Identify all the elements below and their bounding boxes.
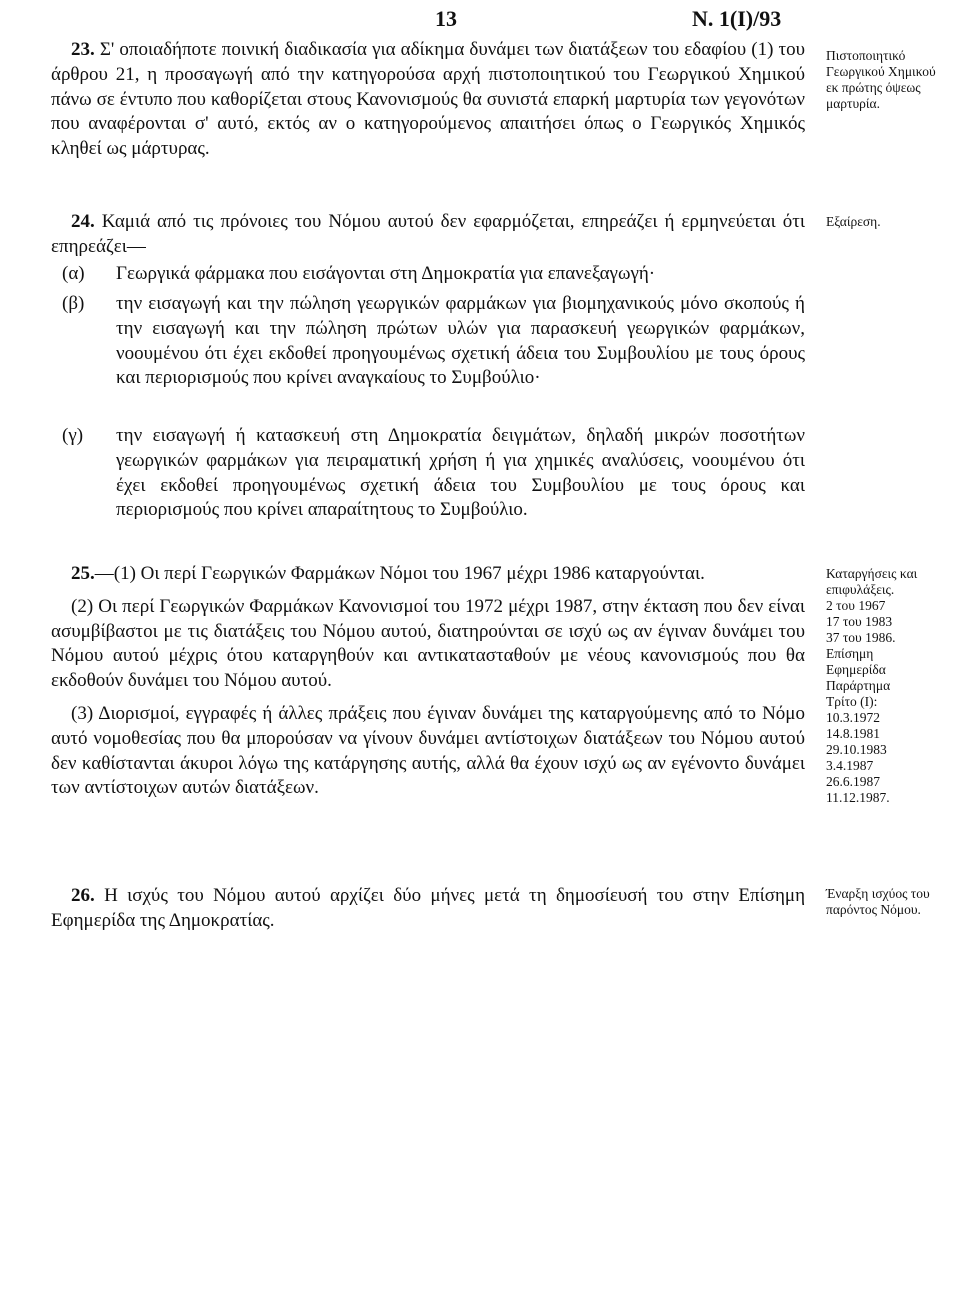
section-25 bbox=[51, 562, 805, 801]
section-25-number: 25. bbox=[71, 563, 95, 584]
section-23-text: Σ' οποιαδήποτε ποινική διαδικασία για αδίκημα δυνάμει των διατάξεων του εδαφίου (1) του άρθρου 21, η προσαγωγή από την κατηγορούσα αρχή πιστοποιητικού του Γεωργικού Χημικού πάνω σε έντυπο που καθορίζεται στους Κανονισμούς θα συνιστά επαρκή μαρτυρία των γεγονότων που αναφέρονται σ' αυτό, εκτός αν ο κατηγορούμενος απαιτήσει όπως ο Γεωργικός Χημικός κληθεί ως μάρτυρας. bbox=[51, 39, 806, 160]
section-25-p2: (2) Οι περί Γεωργικών Φαρμάκων Κανονισμοί του 1972 μέχρι 1987, στην έκταση που δεν είναι ασυμβίβαστοι με τις διατάξεις του Νόμου αυτού, διατηρούνται σε ισχύ ως αν έγιναν δυνάμει του Νόμου αυτού μέχρις ότου καταργηθούν και αντικατασταθούν με νέους κανονισμούς που θα εκδοθούν δυνάμει του Νόμου αυτού. bbox=[51, 595, 805, 692]
list-item bbox=[62, 262, 805, 287]
margin-ref-line: 14.8.1981 bbox=[826, 726, 880, 741]
section-25-p3: (3) Διορισμοί, εγγραφές ή άλλες πράξεις που έγιναν δυνάμει της καταργούμενης από το Νόμο αυτό νομοθεσίας που θα μπορούσαν να γίνουν δυνάμει αντίστοιχων διατάξεων του Νόμου αυτού δεν καθίστανται άκυροι λόγω της κατάργησης αυτής, αλλά θα έχουν ισχύ ως αν εγένοντο δυνάμει των αντίστοιχων αυτών διατάξεων. bbox=[51, 702, 805, 799]
list-item bbox=[62, 424, 805, 523]
margin-ref-line: 10.3.1972 bbox=[826, 710, 880, 725]
margin-note-25 bbox=[826, 566, 946, 806]
margin-note-25-title: Καταργήσεις και επιφυλάξεις. bbox=[826, 566, 918, 597]
section-26 bbox=[51, 884, 805, 934]
section-24-intro: Καμιά από τις πρόνοιες του Νόμου αυτού δεν εφαρμόζεται, επηρεάζει ή ερμηνεύεται ότι επηρεάζει— bbox=[51, 211, 806, 257]
item-text: την εισαγωγή και την πώληση γεωργικών φαρμάκων για βιομηχανικούς μόνο σκοπούς ή την εισαγωγή και την πώληση πρώτων υλών για παρασκευή γεωργικών φαρμάκων, νοουμένου ότι έχει εκδοθεί προηγουμένως σχετική άδεια του Συμβουλίου με τους όρους και περιορισμούς που κρίνει αναγκαίους το Συμβούλιο· bbox=[116, 293, 805, 389]
law-reference: Ν. 1(Ι)/93 bbox=[692, 6, 782, 31]
margin-ref-line: Τρίτο (Ι): bbox=[826, 694, 878, 709]
section-23 bbox=[51, 38, 805, 162]
margin-refs bbox=[826, 598, 946, 806]
margin-note-24: Εξαίρεση. bbox=[826, 214, 881, 229]
margin-ref-line: 11.12.1987. bbox=[826, 790, 890, 805]
section-26-text: Η ισχύς του Νόμου αυτού αρχίζει δύο μήνες μετά τη δημοσίευσή του στην Επίσημη Εφημερίδα της Δημοκρατίας. bbox=[51, 885, 806, 931]
margin-ref-line: 37 του 1986. bbox=[826, 630, 896, 645]
margin-ref-line: 3.4.1987 bbox=[826, 758, 874, 773]
item-label: (β) bbox=[62, 293, 85, 314]
margin-ref-line: Εφημερίδα bbox=[826, 662, 886, 677]
margin-ref-line: 26.6.1987 bbox=[826, 774, 880, 789]
section-24 bbox=[51, 210, 805, 260]
page-number: 13 bbox=[435, 6, 457, 31]
margin-ref-line: Επίσημη bbox=[826, 646, 874, 661]
list-item bbox=[62, 292, 805, 391]
section-26-number: 26. bbox=[71, 885, 95, 906]
margin-ref-line: 17 του 1983 bbox=[826, 614, 893, 629]
margin-note-26: Έναρξη ισχύος του παρόντος Νόμου. bbox=[826, 886, 930, 917]
margin-note-23: Πιστοποιητικό Γεωργικού Χημικού εκ πρώτης όψεως μαρτυρία. bbox=[826, 48, 936, 111]
section-25-p1: —(1) Οι περί Γεωργικών Φαρμάκων Νόμοι του 1967 μέχρι 1986 καταργούνται. bbox=[94, 563, 705, 584]
section-23-number: 23. bbox=[71, 39, 95, 60]
item-label: (α) bbox=[62, 263, 85, 284]
margin-ref-line: 29.10.1983 bbox=[826, 742, 887, 757]
margin-ref-line: 2 του 1967 bbox=[826, 598, 886, 613]
item-text: την εισαγωγή ή κατασκευή στη Δημοκρατία δειγμάτων, δηλαδή μικρών ποσοτήτων γεωργικών φαρμάκων για πειραματική χρήση ή για χημικές αναλύσεις, νοουμένου ότι έχει εκδοθεί προηγουμένως σχετική άδεια του Συμβουλίου με τους όρους και περιορισμούς που κρίνει απαραίτητους το Συμβούλιο. bbox=[116, 425, 805, 521]
margin-ref-line: Παράρτημα bbox=[826, 678, 891, 693]
item-label: (γ) bbox=[62, 425, 84, 446]
section-24-number: 24. bbox=[71, 211, 95, 232]
item-text: Γεωργικά φάρμακα που εισάγονται στη Δημοκρατία για επανεξαγωγή· bbox=[116, 263, 656, 284]
